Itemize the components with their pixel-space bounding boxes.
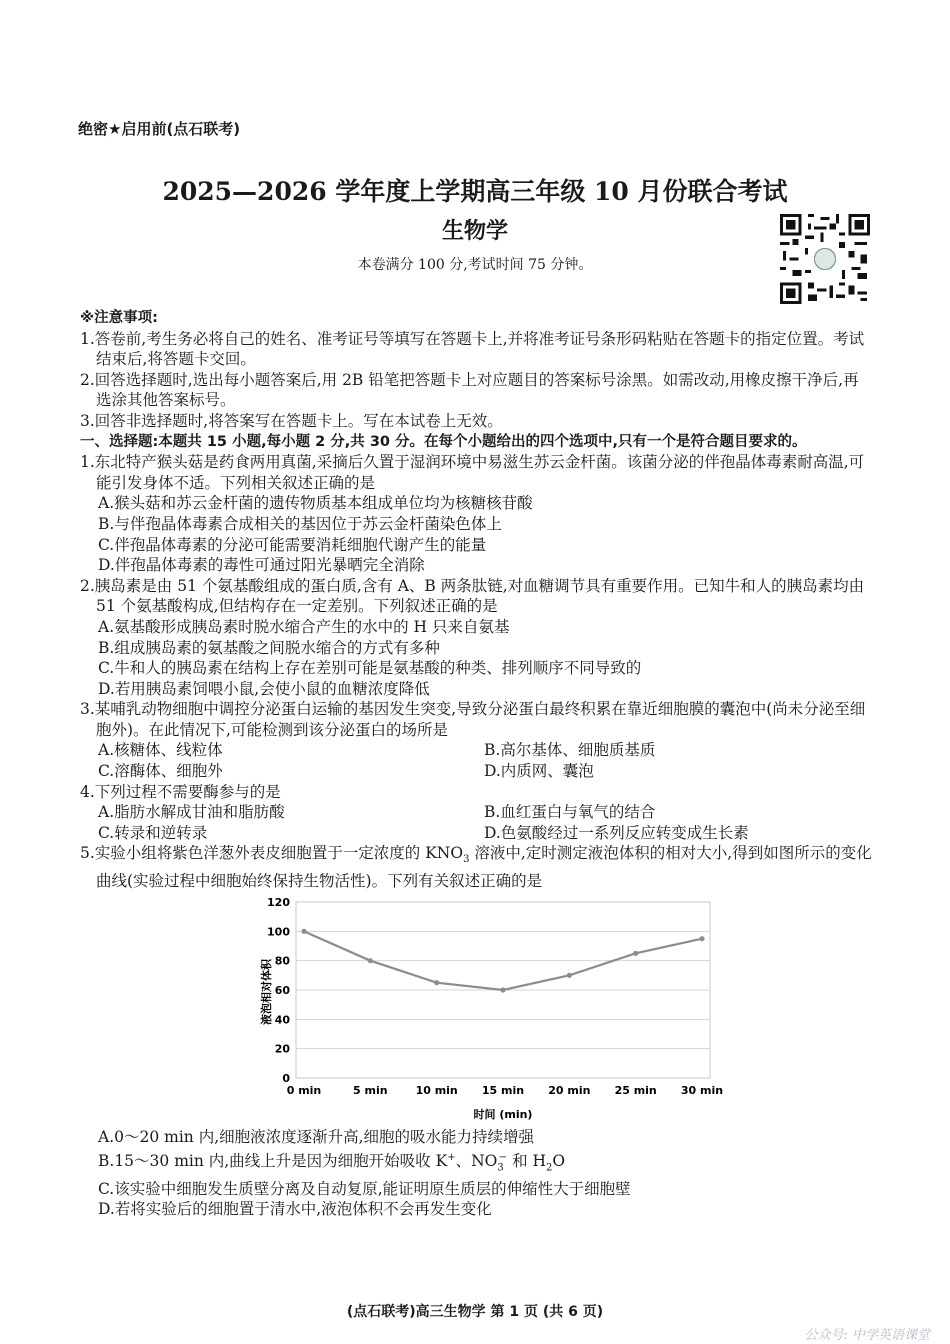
data-point bbox=[567, 972, 572, 977]
question-3-options-row1 bbox=[80, 740, 872, 761]
y-tick-label: 120 bbox=[267, 895, 290, 909]
question-5-option-b: B.15～30 min 内,曲线上升是因为细胞开始吸收 K+、$NO_3^-$ 和 $H_2O$ bbox=[98, 1151, 566, 1174]
y-tick-label: 60 bbox=[274, 983, 290, 997]
vacuole-volume-chart bbox=[256, 895, 724, 1122]
y-tick-label: 80 bbox=[274, 954, 290, 968]
question-5-option-c: C.该实验中细胞发生质壁分离及自动复原,能证明原生质层的伸缩性大于细胞壁 bbox=[98, 1179, 631, 1198]
question-4-option-c: C.转录和逆转录 bbox=[98, 823, 208, 842]
question-4-option-d: D.色氨酸经过一系列反应转变成生长素 bbox=[484, 823, 749, 842]
question-2-stem: 2.胰岛素是由 51 个氨基酸组成的蛋白质,含有 A、B 两条肽链,对血糖调节具有重要作用。已知牛和人的胰岛素均由 51 个氨基酸构成,但结构存在一定差别。下列叙述正确的是 bbox=[80, 576, 865, 616]
x-tick-label: 5 min bbox=[353, 1083, 388, 1097]
page-footer: (点石联考)高三生物学 第 1 页 (共 6 页) bbox=[346, 1304, 604, 1320]
question-4-option-a: A.脂肪水解成甘油和脂肪酸 bbox=[98, 803, 285, 822]
section-heading: 一、选择题:本题共 15 小题,每小题 2 分,共 30 分。在每个小题给出的四个选项中,只有一个是符合题目要求的。 bbox=[80, 433, 807, 450]
y-tick-label: 100 bbox=[267, 925, 290, 939]
watermark: 公众号: 中学英语课堂 bbox=[804, 1328, 930, 1343]
question-4-options-row2 bbox=[80, 823, 872, 844]
x-tick-label: 10 min bbox=[415, 1083, 458, 1097]
x-tick-label: 30 min bbox=[680, 1083, 724, 1097]
question-5-option-a: A.0～20 min 内,细胞液浓度逐渐升高,细胞的吸水能力持续增强 bbox=[98, 1128, 535, 1147]
exam-info: 本卷满分 100 分,考试时间 75 分钟。 bbox=[357, 257, 593, 273]
y-axis-label: 液泡相对体积 bbox=[260, 958, 273, 1025]
qr-code-icon bbox=[780, 214, 870, 304]
confidential-label: 绝密★启用前(点石联考) bbox=[78, 120, 241, 138]
question-3-option-b: B.高尔基体、细胞质基质 bbox=[484, 741, 656, 760]
question-5-option-d: D.若将实验后的细胞置于清水中,液泡体积不会再发生变化 bbox=[98, 1200, 492, 1219]
x-tick-label: 20 min bbox=[548, 1083, 591, 1097]
data-point bbox=[633, 950, 638, 955]
notice-item: 3.回答非选择题时,将答案写在答题卡上。写在本试卷上无效。 bbox=[80, 411, 503, 430]
exam-body bbox=[80, 308, 872, 1220]
question-3-options-row2 bbox=[80, 761, 872, 782]
y-tick-label: 20 bbox=[274, 1042, 290, 1056]
question-2-option-c: C.牛和人的胰岛素在结构上存在差别可能是氨基酸的种类、排列顺序不同导致的 bbox=[98, 659, 642, 678]
question-3-option-a: A.核糖体、线粒体 bbox=[98, 741, 223, 760]
question-1-stem: 1.东北特产猴头菇是药食两用真菌,采摘后久置于湿润环境中易滋生苏云金杆菌。该菌分泌的伴孢晶体毒素耐高温,可能引发身体不适。下列相关叙述正确的是 bbox=[80, 453, 865, 492]
notice-item: 2.回答选择题时,选出每小题答案后,用 2B 铅笔把答题卡上对应题目的答案标号涂黑。如需改动,用橡皮擦干净后,再选涂其他答案标号。 bbox=[80, 370, 859, 410]
data-point bbox=[301, 928, 306, 933]
data-point bbox=[434, 980, 439, 985]
question-1-option-b: B.与伴孢晶体毒素合成相关的基因位于苏云金杆菌染色体上 bbox=[98, 514, 502, 533]
x-tick-label: 15 min bbox=[481, 1083, 525, 1097]
question-2-option-a: A.氨基酸形成胰岛素时脱水缩合产生的水中的 H 只来自氨基 bbox=[98, 617, 510, 636]
question-4-options-row1 bbox=[80, 802, 872, 823]
exam-title: 2025—2026 学年度上学期高三年级 10 月份联合考试 bbox=[162, 177, 788, 206]
data-point bbox=[368, 958, 373, 963]
y-tick-label: 40 bbox=[274, 1013, 290, 1027]
subject-title: 生物学 bbox=[441, 219, 508, 244]
question-2-option-b: B.组成胰岛素的氨基酸之间脱水缩合的方式有多种 bbox=[98, 638, 440, 657]
y-tick-label: 0 bbox=[282, 1071, 290, 1085]
question-2-option-d: D.若用胰岛素饲喂小鼠,会使小鼠的血糖浓度降低 bbox=[98, 679, 430, 698]
question-4-stem: 4.下列过程不需要酶参与的是 bbox=[80, 782, 281, 801]
question-1-option-a: A.猴头菇和苏云金杆菌的遗传物质基本组成单位均为核糖核苷酸 bbox=[98, 494, 533, 513]
question-3-option-d: D.内质网、囊泡 bbox=[484, 762, 594, 781]
question-1-option-d: D.伴孢晶体毒素的毒性可通过阳光暴晒完全消除 bbox=[98, 556, 425, 575]
x-tick-label: 0 min bbox=[286, 1083, 322, 1097]
data-point bbox=[699, 936, 704, 941]
question-5-stem: 5.实验小组将紫色洋葱外表皮细胞置于一定浓度的 $KNO_3$ 溶液中,定时测定液泡体积的相对大小,得到如图所示的变化曲线(实验过程中细胞始终保持生物活性)。下列有关叙述正确的是 bbox=[80, 844, 872, 891]
x-tick-label: 25 min bbox=[614, 1083, 657, 1097]
question-1-option-c: C.伴孢晶体毒素的分泌可能需要消耗细胞代谢产生的能量 bbox=[98, 535, 487, 554]
x-axis-label: 时间 (min) bbox=[473, 1107, 533, 1121]
notice-heading: ※注意事项: bbox=[80, 310, 158, 326]
question-4-option-b: B.血红蛋白与氧气的结合 bbox=[484, 803, 656, 822]
question-3-stem: 3.某哺乳动物细胞中调控分泌蛋白运输的基因发生突变,导致分泌蛋白最终积累在靠近细胞膜的囊泡中(尚未分泌至细胞外)。在此情况下,可能检测到该分泌蛋白的场所是 bbox=[80, 700, 866, 739]
question-3-option-c: C.溶酶体、细胞外 bbox=[98, 762, 223, 781]
data-point bbox=[500, 987, 505, 992]
notice-item: 1.答卷前,考生务必将自己的姓名、准考证号等填写在答题卡上,并将准考证号条形码粘贴在答题卡的指定位置。考试结束后,将答题卡交回。 bbox=[80, 329, 865, 369]
